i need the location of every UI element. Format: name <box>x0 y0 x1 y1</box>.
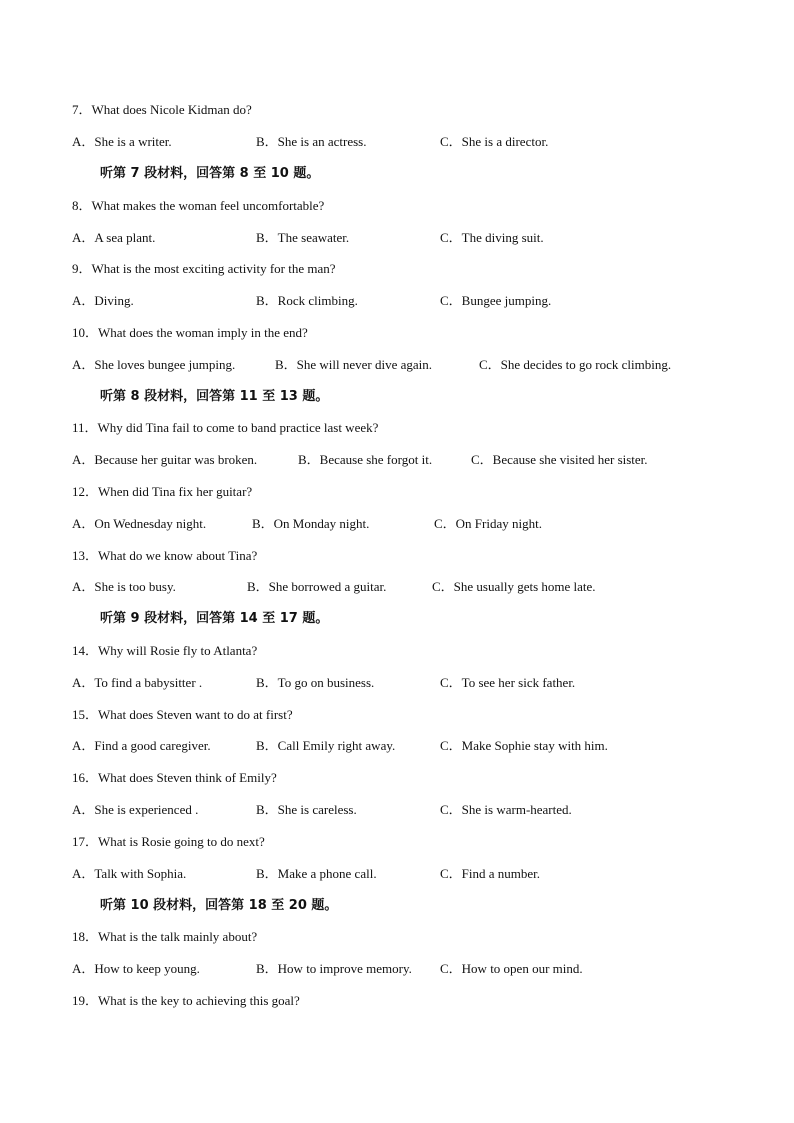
option-b: B．She is an actress. <box>256 134 367 149</box>
option-b: B．On Monday night. <box>252 516 370 531</box>
option-c: C．Bungee jumping. <box>440 293 552 308</box>
question-9: 9．What is the most exciting activity for the man? <box>72 261 336 276</box>
section-heading-9: 听第 9 段材料，回答第 14 至 17 题。 <box>100 611 329 626</box>
option-b: B．She borrowed a guitar. <box>247 579 387 594</box>
question-19: 19．What is the key to achieving this goal? <box>72 993 300 1008</box>
question-10: 10．What does the woman imply in the end? <box>72 325 308 340</box>
section-heading-10: 听第 10 段材料，回答第 18 至 20 题。 <box>100 898 338 913</box>
option-a: A．Because her guitar was broken. <box>72 452 258 467</box>
question-8: 8．What makes the woman feel uncomfortable? <box>72 198 325 213</box>
option-a: A．How to keep young. <box>72 961 200 976</box>
option-a: A．She loves bungee jumping. <box>72 357 236 372</box>
option-a: A．Talk with Sophia. <box>72 866 187 881</box>
option-b: B．The seawater. <box>256 230 350 245</box>
option-b: B．She is careless. <box>256 802 357 817</box>
option-c: C．How to open our mind. <box>440 961 583 976</box>
option-b: B．Make a phone call. <box>256 866 377 881</box>
question-13: 13．What do we know about Tina? <box>72 548 258 563</box>
option-c: C．Make Sophie stay with him. <box>440 738 608 753</box>
option-a: A．She is a writer. <box>72 134 172 149</box>
section-heading-7: 听第 7 段材料，回答第 8 至 10 题。 <box>100 166 320 181</box>
option-c: C．Find a number. <box>440 866 541 881</box>
option-c: C．On Friday night. <box>434 516 542 531</box>
option-c: C．She is a director. <box>440 134 549 149</box>
option-b: B．Because she forgot it. <box>298 452 433 467</box>
question-11: 11．Why did Tina fail to come to band practice last week? <box>72 420 379 435</box>
option-a: A．To find a babysitter . <box>72 675 203 690</box>
option-b: B．Call Emily right away. <box>256 738 396 753</box>
question-12: 12．When did Tina fix her guitar? <box>72 484 253 499</box>
option-c: C．The diving suit. <box>440 230 544 245</box>
question-7: 7．What does Nicole Kidman do? <box>72 102 252 117</box>
option-a: A．She is too busy. <box>72 579 176 594</box>
question-16: 16．What does Steven think of Emily? <box>72 770 277 785</box>
option-c: C．She usually gets home late. <box>432 579 596 594</box>
option-b: B．She will never dive again. <box>275 357 433 372</box>
option-c: C．To see her sick father. <box>440 675 576 690</box>
option-c: C．She is warm-hearted. <box>440 802 572 817</box>
option-b: B．To go on business. <box>256 675 375 690</box>
question-14: 14．Why will Rosie fly to Atlanta? <box>72 643 258 658</box>
question-18: 18．What is the talk mainly about? <box>72 929 258 944</box>
option-c: C．Because she visited her sister. <box>471 452 648 467</box>
option-a: A．Find a good caregiver. <box>72 738 211 753</box>
option-a: A．She is experienced . <box>72 802 199 817</box>
section-heading-8: 听第 8 段材料，回答第 11 至 13 题。 <box>100 389 329 404</box>
option-a: A．Diving. <box>72 293 134 308</box>
option-a: A．On Wednesday night. <box>72 516 207 531</box>
option-c: C．She decides to go rock climbing. <box>479 357 672 372</box>
option-b: B．How to improve memory. <box>256 961 412 976</box>
question-17: 17．What is Rosie going to do next? <box>72 834 265 849</box>
option-a: A．A sea plant. <box>72 230 156 245</box>
question-15: 15．What does Steven want to do at first? <box>72 707 293 722</box>
option-b: B．Rock climbing. <box>256 293 358 308</box>
